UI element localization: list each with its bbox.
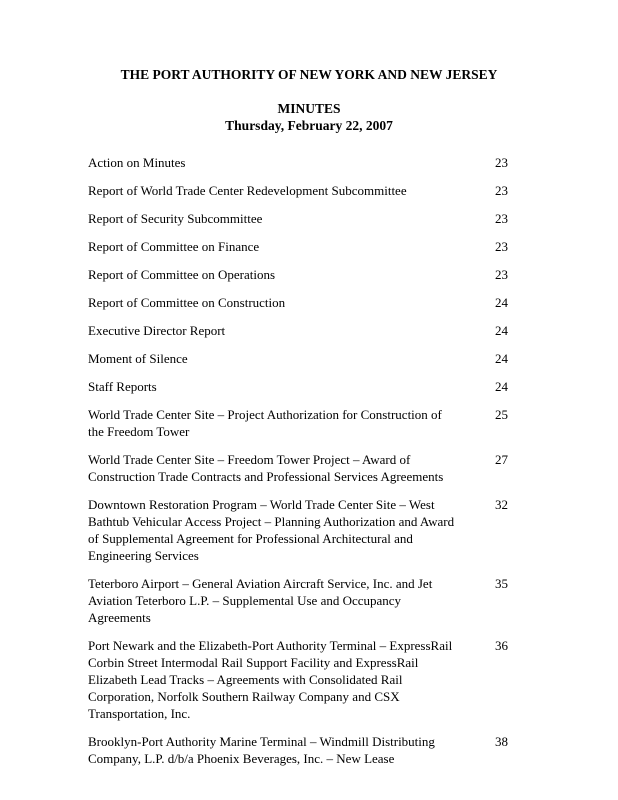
toc-item-label: Brooklyn-Port Authority Marine Terminal – Windmill Distributing Company, L.P. d/b/a Phoenix Beverages, Inc. – New Lease (88, 734, 435, 766)
toc-row (88, 266, 508, 283)
toc-item-page: 38 (495, 734, 508, 749)
toc-row (88, 182, 508, 199)
toc-item-label: Report of Security Subcommittee (88, 211, 263, 226)
toc-item-page: 23 (495, 183, 508, 198)
toc-item-page: 23 (495, 239, 508, 254)
toc-row (88, 322, 508, 339)
document-title: MINUTES (277, 101, 341, 116)
toc-item-label: Report of Committee on Finance (88, 239, 260, 254)
toc-item-label: Report of Committee on Operations (88, 267, 276, 282)
toc-row (88, 294, 508, 311)
meeting-date: Thursday, February 22, 2007 (225, 118, 393, 133)
organization-heading: THE PORT AUTHORITY OF NEW YORK AND NEW JERSEY (120, 67, 498, 82)
toc-item-label: Staff Reports (88, 379, 157, 394)
toc-row (88, 733, 508, 767)
toc-item-page: 24 (495, 295, 508, 310)
toc-item-page: 24 (495, 351, 508, 366)
toc-item-label: Downtown Restoration Program – World Trade Center Site – West Bathtub Vehicular Access Project – Planning Authorization and Award of Supplemental Agreement for Professional Architectural and Engineering Services (88, 497, 455, 563)
toc-row (88, 154, 508, 171)
toc-row (88, 637, 508, 722)
toc-item-page: 24 (495, 323, 508, 338)
toc-item-page: 27 (495, 452, 508, 467)
toc-item-label: Report of Committee on Construction (88, 295, 286, 310)
toc-row (88, 350, 508, 367)
toc-item-page: 25 (495, 407, 508, 422)
toc-row (88, 406, 508, 440)
toc-item-label: Moment of Silence (88, 351, 188, 366)
toc-item-page: 24 (495, 379, 508, 394)
toc-item-page: 36 (495, 638, 508, 653)
toc-item-label: Report of World Trade Center Redevelopment Subcommittee (88, 183, 407, 198)
toc-item-label: World Trade Center Site – Project Authorization for Construction of the Freedom Tower (88, 407, 442, 439)
table-of-contents (88, 154, 508, 778)
toc-item-label: Teterboro Airport – General Aviation Aircraft Service, Inc. and Jet Aviation Teterboro L.P. – Supplemental Use and Occupancy Agreements (88, 576, 433, 625)
toc-row (88, 210, 508, 227)
toc-item-label: World Trade Center Site – Freedom Tower Project – Award of Construction Trade Contracts and Professional Services Agreements (88, 452, 444, 484)
toc-item-label: Action on Minutes (88, 155, 186, 170)
toc-row (88, 496, 508, 564)
toc-row (88, 238, 508, 255)
toc-row (88, 451, 508, 485)
toc-item-page: 23 (495, 155, 508, 170)
toc-item-page: 35 (495, 576, 508, 591)
toc-item-label: Executive Director Report (88, 323, 226, 338)
toc-item-page: 23 (495, 267, 508, 282)
toc-row (88, 378, 508, 395)
toc-row (88, 575, 508, 626)
toc-item-page: 32 (495, 497, 508, 512)
toc-item-label: Port Newark and the Elizabeth-Port Authority Terminal – ExpressRail Corbin Street Intermodal Rail Support Facility and ExpressRail Elizabeth Lead Tracks – Agreements with Consolidated Rail Corporation, Norfolk Southern Railway Company and CSX Transportation, Inc. (88, 638, 453, 721)
toc-item-page: 23 (495, 211, 508, 226)
